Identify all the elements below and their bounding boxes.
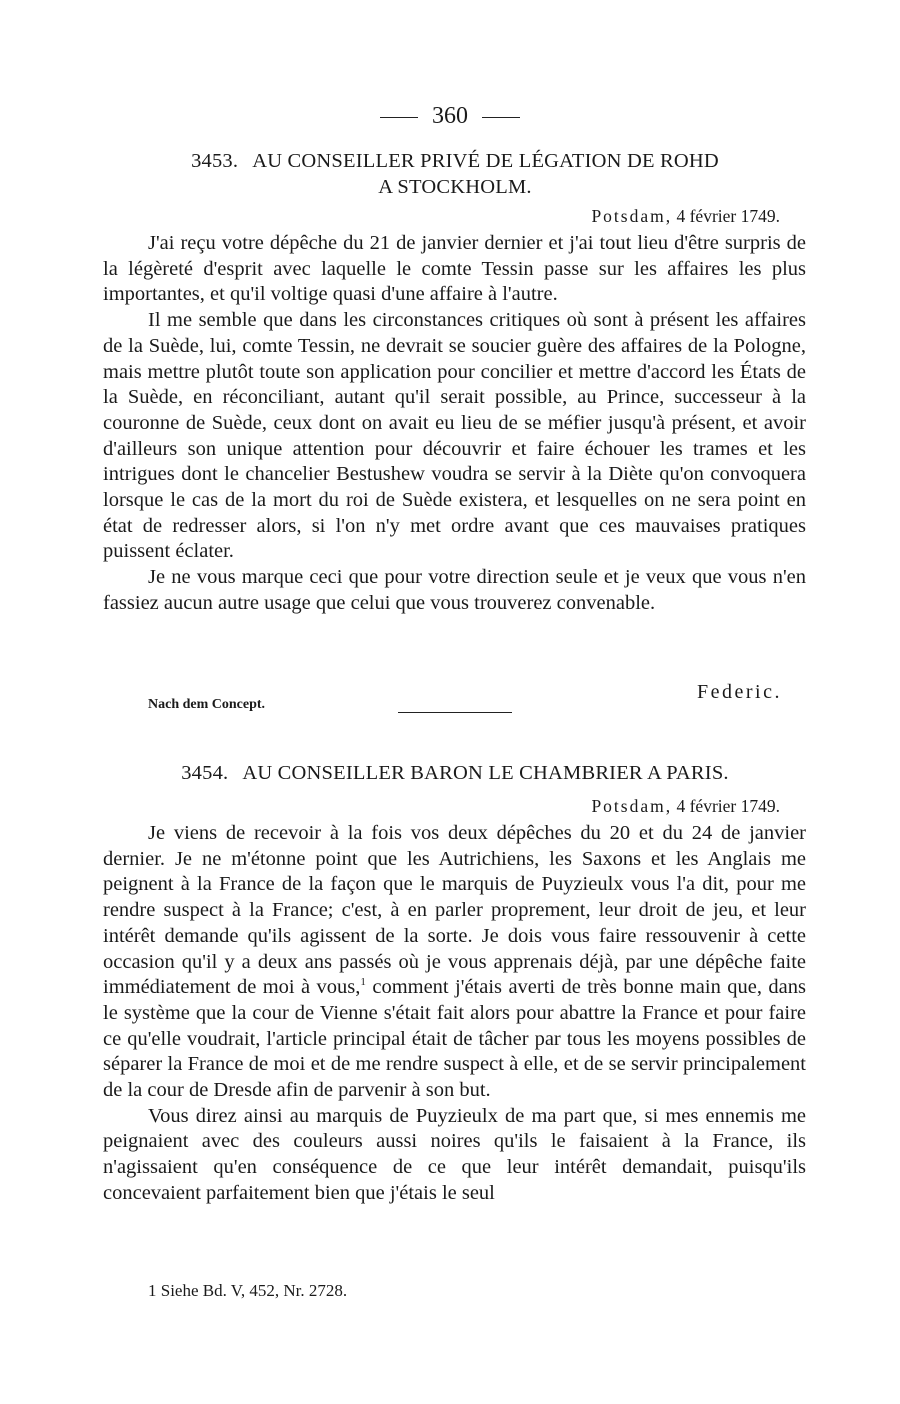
section-divider bbox=[398, 712, 512, 713]
letter-2-heading bbox=[100, 760, 810, 786]
page-number bbox=[0, 103, 900, 130]
letter-1-paragraph: Il me semble que dans les circonstances critiques où sont à présent les affaires de la Suède, lui, comte Tessin, ne devrait se soucier guère des affaires de la Pologne, mais mettre plutôt toute son application pour concilier et mettre d'accord les États de la Suède, en réconciliant, autant qu'il serait possible, au Prince, successeur à la couronne de Suède, ceux dont on avait eu lieu de se méfier jusqu'à présent, et avoir d'ailleurs son unique attention pour découvrir et faire échouer les trames et les intrigues dont le chancelier Bestushew voudra se servir à la Diète qu'on convoquera lorsque le cas de la mort du roi de Suède existera, et lesquelles on ne sera point en état de redresser alors, si l'on n'y met ordre avant que ces mauvaises pratiques puissent éclater. bbox=[103, 309, 806, 563]
letter-1-title-line1: AU CONSEILLER PRIVÉ DE LÉGATION DE ROHD bbox=[252, 150, 719, 172]
letter-1-place: Potsdam, bbox=[591, 206, 673, 226]
letter-2-number: 3454. bbox=[181, 762, 229, 784]
letter-2-place: Potsdam, bbox=[591, 796, 673, 816]
letter-1-dateline bbox=[591, 206, 780, 227]
letter-2-paragraph-1b: comment j'étais averti de très bonne main que, dans le système que la cour de Vienne s'était fait alors pour abattre la France et pour faire ce qu'elle voudrait, l'article principal était de tâcher par tous les moyens possibles de séparer la France de moi et de me rendre suspect à elle, et de se servir principalement de la cour de Dresde afin de parvenir à son but. bbox=[103, 976, 806, 1102]
letter-1-body bbox=[103, 231, 806, 617]
dash-right bbox=[482, 117, 520, 118]
letter-2-paragraph bbox=[103, 821, 806, 1104]
footnote-mark: 1 bbox=[148, 1281, 157, 1300]
letter-2-dateline bbox=[591, 796, 780, 817]
letter-1-signature: Federic. bbox=[697, 681, 782, 703]
letter-1-number: 3453. bbox=[191, 150, 239, 172]
letter-1-heading bbox=[100, 148, 810, 200]
footnote-text: Siehe Bd. V, 452, Nr. 2728. bbox=[160, 1281, 348, 1300]
letter-2-body bbox=[103, 821, 806, 1207]
letter-1-title-line2: A STOCKHOLM. bbox=[378, 176, 532, 198]
footnote bbox=[148, 1281, 347, 1301]
page-number-text: 360 bbox=[432, 103, 468, 129]
letter-2-paragraph: Vous direz ainsi au marquis de Puyzieulx de ma part que, si mes ennemis me peignaient avec des couleurs aussi noires qu'ils le faisaient à la France, ils n'agissaient qu'en conséquence de ce que leur intérêt demandait, puisqu'ils concevaient parfaitement bien que j'étais le seul bbox=[103, 1104, 806, 1204]
letter-1-paragraph: J'ai reçu votre dépêche du 21 de janvier dernier et j'ai tout lieu d'être surpris de la légèreté d'esprit avec laquelle le comte Tessin passe sur les affaires les plus importantes, et qu'il voltige quasi d'une affaire à l'autre. bbox=[103, 232, 806, 306]
letter-1-paragraph: Je ne vous marque ceci que pour votre direction seule et je veux que vous n'en fassiez aucun autre usage que celui que vous trouverez convenable. bbox=[103, 566, 806, 614]
letter-2-date: 4 février 1749. bbox=[676, 796, 780, 816]
letter-1-source-note: Nach dem Concept. bbox=[148, 697, 266, 712]
letter-1-date: 4 février 1749. bbox=[676, 206, 780, 226]
letter-2-title: AU CONSEILLER BARON LE CHAMBRIER A PARIS. bbox=[242, 762, 729, 784]
letter-2-paragraph-1a: Je viens de recevoir à la fois vos deux dépêches du 20 et du 24 de janvier dernier. Je ne m'étonne point que les Autrichiens, les Saxons et les Anglais me peignent à la France de la façon que le marquis de Puyzieulx vous l'a dit, pour me rendre suspect à la France; c'est, à en parler proprement, leur droit de jeu, et leur intérêt demande qu'ils agissent de la sorte. Je dois vous faire ressouvenir à cette occasion qu'il y a deux ans passés où je vous apprenais déjà, par une dépêche faite immédiatement de moi à vous, bbox=[103, 822, 806, 999]
dash-left bbox=[380, 117, 418, 118]
footnote-reference: 1 bbox=[360, 976, 366, 989]
